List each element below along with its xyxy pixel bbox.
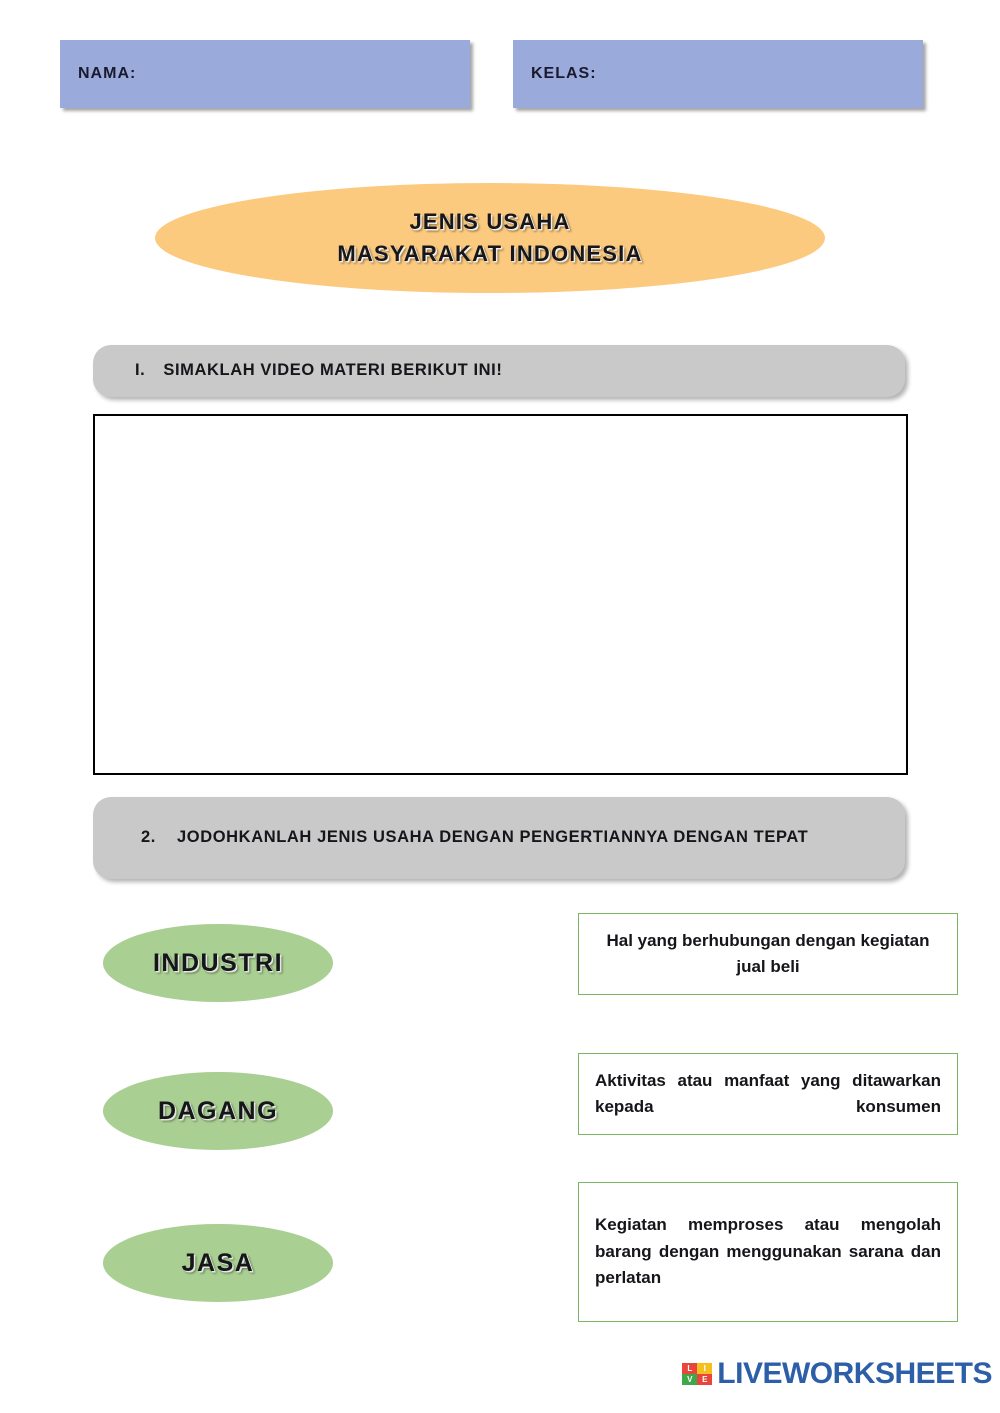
title-line-2: MASYARAKAT INDONESIA [337,241,643,266]
logo-letter-l: L [682,1363,697,1374]
title-line-1: JENIS USAHA [409,209,571,235]
match-term-label: INDUSTRI [152,948,284,977]
video-player[interactable] [93,414,908,775]
match-term-label: DAGANG [157,1096,279,1125]
match-definition-text: Kegiatan memproses atau mengolah barang dengan menggunakan sarana dan perlatan [595,1215,941,1288]
liveworksheets-logo[interactable] [682,1357,992,1391]
match-definition-text: Aktivitas atau manfaat yang ditawarkan kepada konsumen [595,1070,941,1116]
match-term-label: JASA [181,1248,255,1277]
match-term-industri[interactable] [103,924,333,1002]
nama-field[interactable] [60,40,470,108]
instruction-1-number: I. [135,361,146,380]
kelas-field[interactable] [513,40,923,108]
match-definition-2[interactable] [578,1053,958,1135]
match-definition-1[interactable] [578,913,958,995]
kelas-label: KELAS: [531,65,597,82]
instruction-1 [93,345,905,397]
match-definition-text: Hal yang berhubungan dengan kegiatan jual beli [606,930,930,976]
logo-letter-e: E [697,1374,712,1385]
logo-letter-i: I [697,1363,712,1374]
match-term-dagang[interactable] [103,1072,333,1150]
instruction-2 [93,797,905,879]
match-term-jasa[interactable] [103,1224,333,1302]
instruction-2-text: JODOHKANLAH JENIS USAHA DENGAN PENGERTIANNYA DENGAN TEPAT [177,828,809,847]
instruction-2-number: 2. [141,828,156,847]
instruction-1-text: SIMAKLAH VIDEO MATERI BERIKUT INI! [163,361,503,380]
match-definition-3[interactable] [578,1182,958,1322]
nama-label: NAMA: [78,65,137,82]
logo-letter-v: V [682,1374,697,1385]
worksheet-title [155,183,825,293]
logo-text: LIVEWORKSHEETS [717,1357,992,1390]
logo-blocks-icon [682,1363,712,1385]
